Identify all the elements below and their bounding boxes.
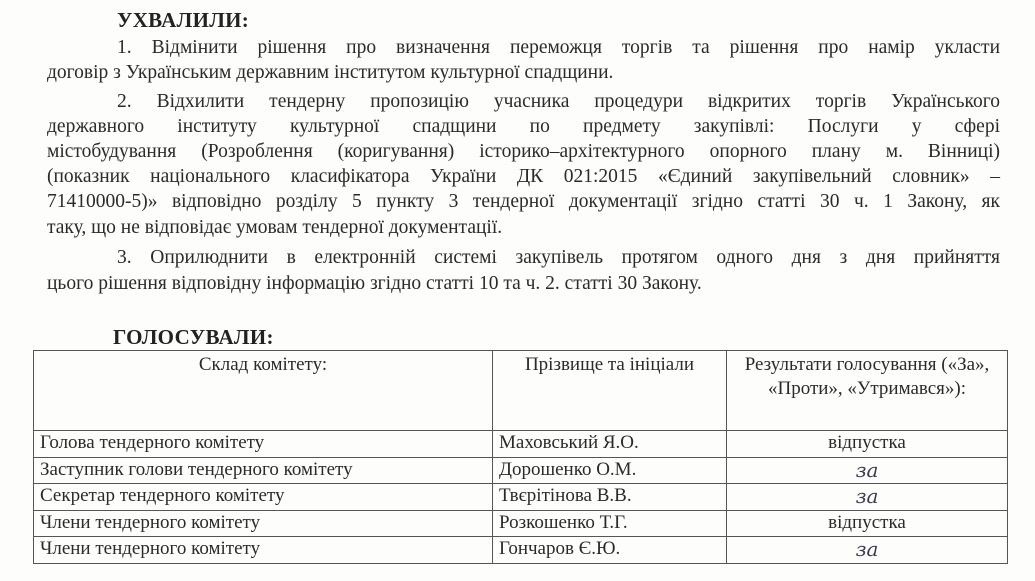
decision-line: містобудування (Розроблення (коригування) історико–архітектурного опорного плану м. Вінниці) [47,141,1000,162]
result-cell: відпустка [727,510,1008,537]
table-row [34,537,1008,564]
decision-line: (показник національного класифікатора України ДК 021:2015 «Єдиний закупівельний словник» – [47,166,1000,187]
table-row [34,484,1008,511]
decision-line: 71410000-5)» відповідно розділу 5 пункту 3 тендерної документації згідно статті 30 ч. 1 Закону, як [47,191,1000,212]
decision-line: 3. Оприлюднити в електронній системі закупівель протягом одного дня з дня прийняття [117,247,1000,268]
role-cell: Секретар тендерного комітету [34,484,493,511]
voting-table [33,350,1008,564]
name-cell: Гончаров Є.Ю. [493,537,727,564]
table-header-row [34,351,1008,431]
decision-line: цього рішення відповідну інформацію згідно статті 10 та ч. 2. статті 30 Закону. [47,273,702,294]
column-header-name: Прізвище та ініціали [493,351,727,431]
handwritten-result-cell: за [727,484,1008,511]
decision-line: таку, що не відповідає умовам тендерної документації. [47,217,503,238]
name-cell: Маховський Я.О. [493,431,727,458]
name-cell: Розкошенко Т.Г. [493,510,727,537]
column-header-result: Результати голосування («За», «Проти», «Утримався»): [727,351,1008,431]
voted-heading: ГОЛОСУВАЛИ: [113,325,274,349]
role-cell: Члени тендерного комітету [34,510,493,537]
name-cell: Дорошенко О.М. [493,457,727,484]
handwritten-result-cell: за [727,457,1008,484]
table-row [34,457,1008,484]
decided-heading: УХВАЛИЛИ: [117,8,250,32]
decision-line: договір з Українським державним інститутом культурної спадщини. [47,62,614,83]
handwritten-result-cell: за [727,537,1008,564]
table-row [34,431,1008,458]
role-cell: Голова тендерного комітету [34,431,493,458]
column-header-committee: Склад комітету: [34,351,493,431]
decision-line: 1. Відмінити рішення про визначення переможця торгів та рішення про намір укласти [117,37,1000,58]
name-cell: Твєрітінова В.В. [493,484,727,511]
decision-line: державного інституту культурної спадщини по предмету закупівлі: Послуги у сфері [47,116,1000,137]
role-cell: Заступник голови тендерного комітету [34,457,493,484]
role-cell: Члени тендерного комітету [34,537,493,564]
decision-line: 2. Відхилити тендерну пропозицію учасника процедури відкритих торгів Українського [117,91,1000,112]
result-cell: відпустка [727,431,1008,458]
table-row [34,510,1008,537]
